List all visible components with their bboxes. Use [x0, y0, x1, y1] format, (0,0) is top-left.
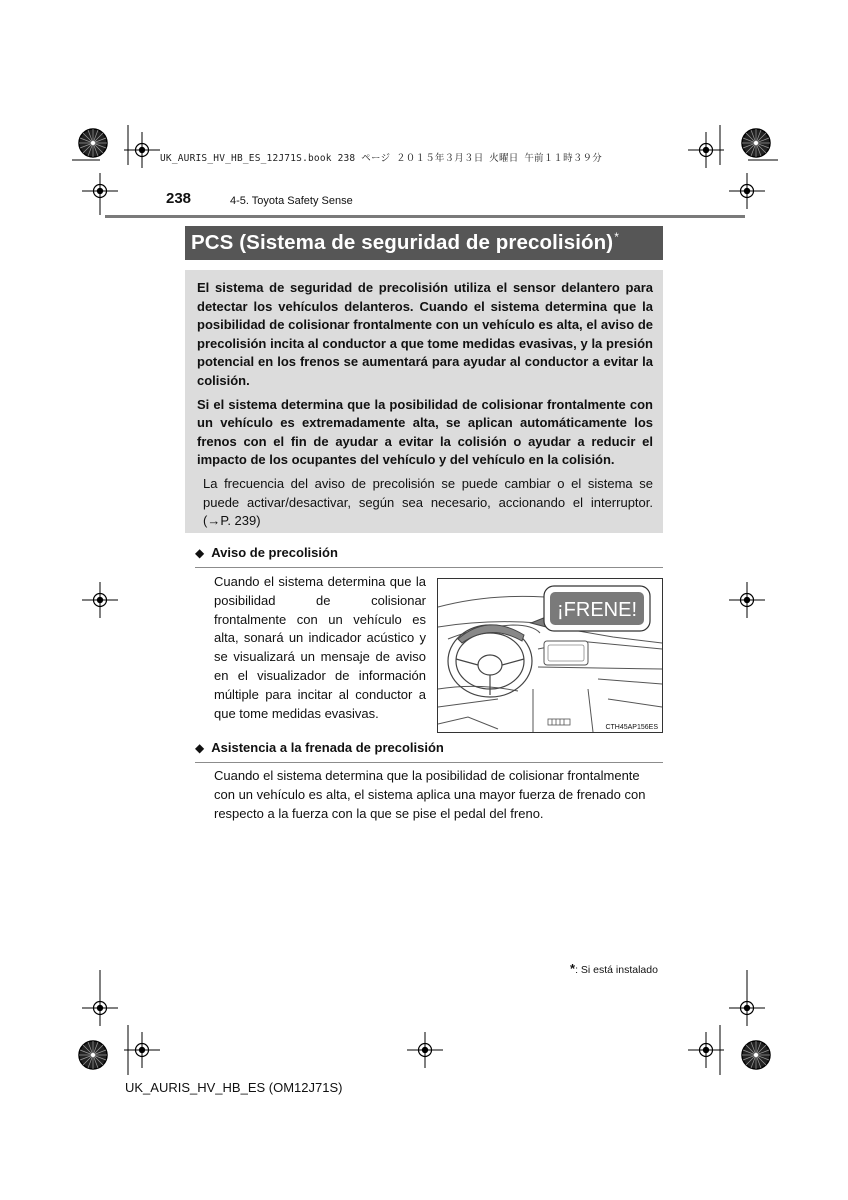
intro-note: La frecuencia del aviso de precolisión se puede cambiar o el sistema se puede activar/desactivar, según sea necesario, accionando el interruptor. (→P. 239) [203, 475, 653, 529]
section-heading-2 [195, 740, 663, 763]
section-1-text: Cuando el sistema determina que la posibilidad de colisionar frontalmente con un vehículo es alta, sonará un indicador acústico y se visualizará un mensaje de aviso en el visualizador de información múltiple para incitar al conductor a que tome medidas evasivas. [214, 574, 426, 721]
section-heading-2-text: Asistencia a la frenada de precolisión [211, 740, 444, 755]
footnote-asterisk: * [570, 961, 576, 976]
intro-paragraph-2: Si el sistema determina que la posibilidad de colisionar frontalmente con un vehículo es extremadamente alta, se aplican automáticamente los frenos con el fin de ayudar a evitar la colisión o ayudar a reducir el impacto de los ocupantes del vehículo y del vehículo en la colisión. [197, 396, 653, 468]
page-number: 238 [166, 190, 192, 207]
title-text: PCS (Sistema de seguridad de precolisión) [191, 231, 614, 254]
section-2-text: Cuando el sistema determina que la posibilidad de colisionar frontalmente con un vehículo es alta, el sistema aplica una mayor fuerza de frenado con respecto a la fuerza con la que se pise el pedal del freno. [214, 768, 646, 821]
dashboard-figure [437, 578, 663, 733]
top-right-marks [688, 125, 778, 209]
section-heading-1 [195, 545, 663, 568]
top-left-marks [72, 125, 160, 215]
title-asterisk: * [614, 230, 619, 244]
footer-code: UK_AURIS_HV_HB_ES (OM12J71S) [125, 1080, 343, 1095]
figure-callout-text: ¡FRENE! [557, 599, 637, 621]
header-rule [105, 215, 745, 218]
book-header: UK_AURIS_HV_HB_ES_12J71S.book 238 ページ ２０１５年３月３日 火曜日 午前１１時３９分 [160, 153, 602, 164]
section-label: 4-5. Toyota Safety Sense [230, 195, 353, 207]
page-title [185, 226, 663, 260]
section-heading-1-text: Aviso de precolisión [211, 545, 338, 560]
footnote [570, 961, 658, 976]
diamond-bullet-icon: ◆ [195, 546, 205, 560]
dashboard-illustration-icon [438, 579, 662, 732]
intro-box [185, 270, 663, 533]
diamond-bullet-icon: ◆ [195, 741, 205, 755]
figure-code: CTH45AP156ES [605, 724, 658, 731]
intro-paragraph-1: El sistema de seguridad de precolisión utiliza el sensor delantero para detectar los vehículos delanteros. Cuando el sistema determina que la posibilidad de colisionar frontalmente con un vehículo es alta, el aviso de precolisión incita al conductor a que tome medidas evasivas, y la presión potencial en los frenos se aumentará para ayudar al conductor a evitar la colisión. [197, 280, 653, 388]
footnote-text: : Si está instalado [575, 964, 658, 976]
bottom-marks [79, 970, 770, 1075]
